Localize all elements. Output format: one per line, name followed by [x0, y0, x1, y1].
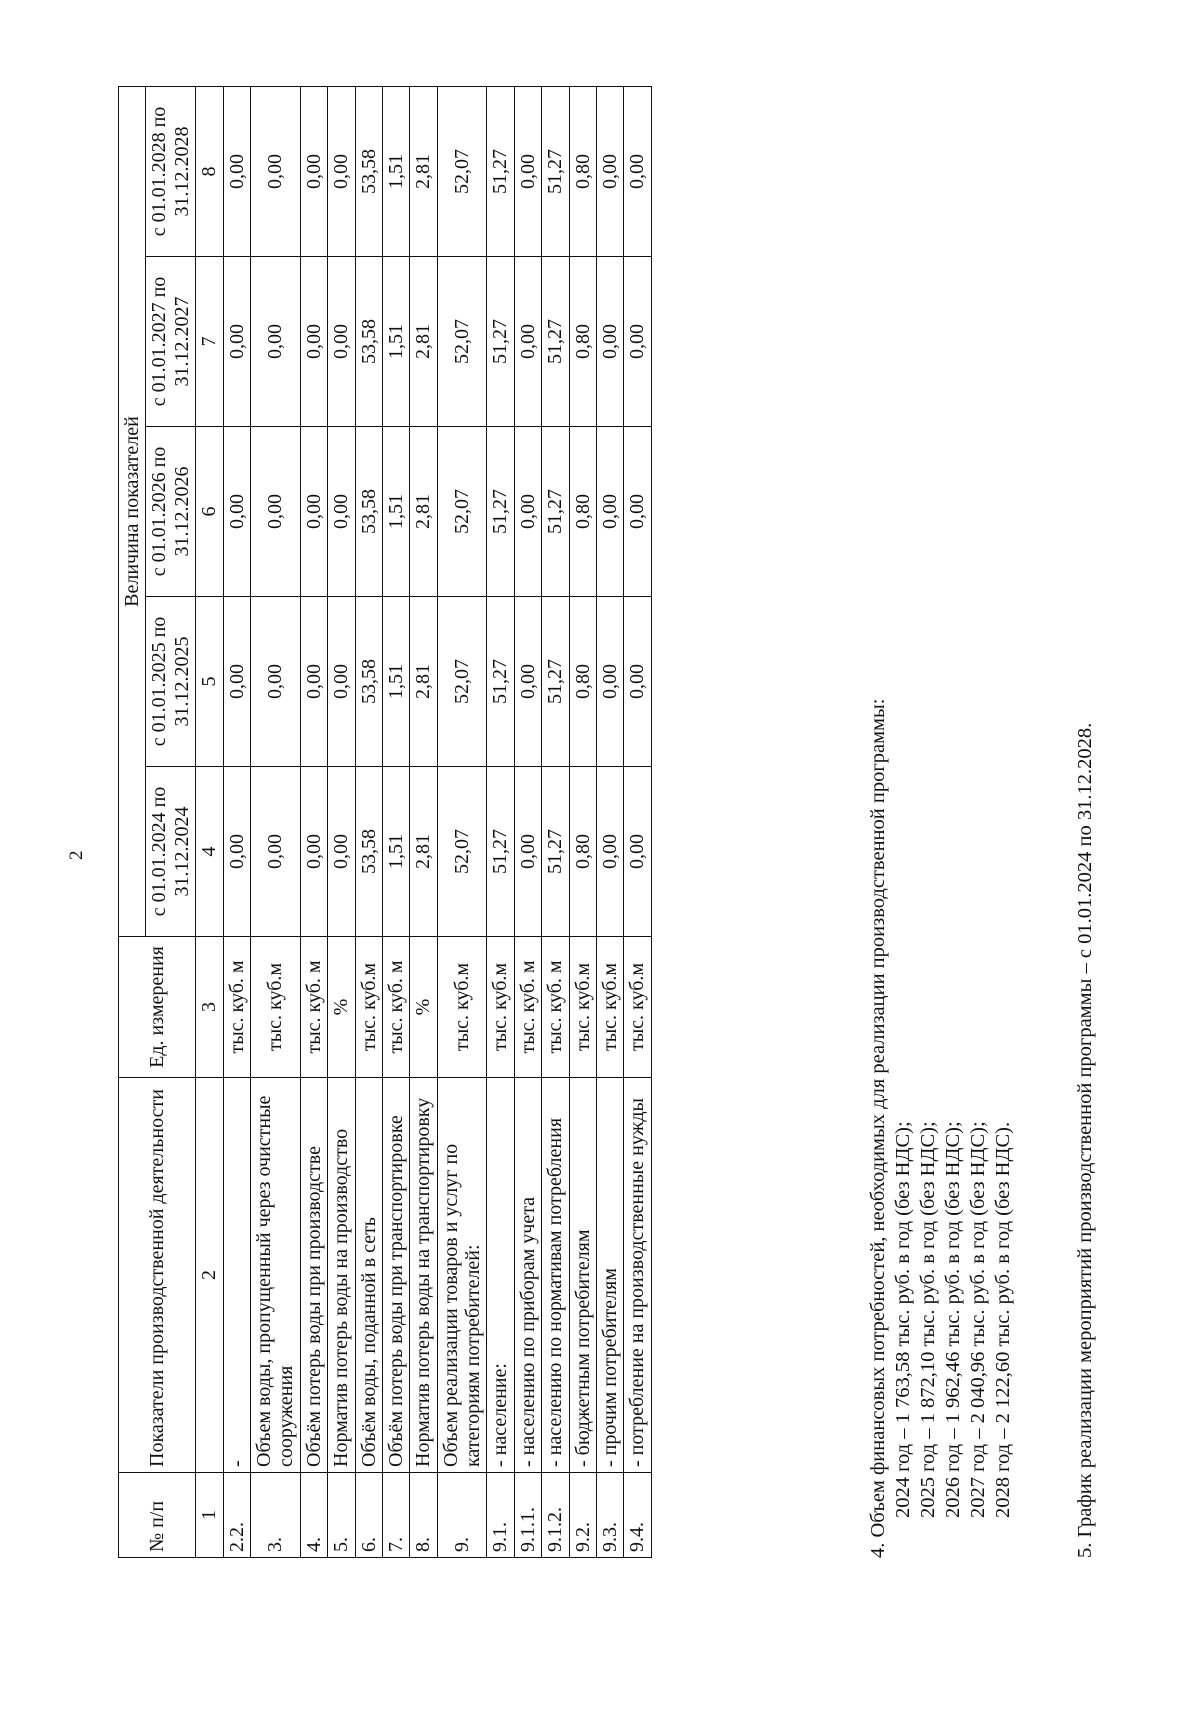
row-value: 0,80 — [569, 87, 596, 257]
row-indicator-name: Объем воды, пропущенный через очистные сооружения — [250, 1078, 300, 1473]
row-unit: тыс. куб. м — [382, 937, 409, 1078]
table-row — [382, 87, 409, 1558]
row-value: 0,00 — [250, 87, 300, 257]
row-value: 0,80 — [569, 257, 596, 427]
header-unit: Ед. измерения — [119, 937, 196, 1078]
row-value: 1,51 — [382, 597, 409, 767]
schedule-section: 5. График реализации мероприятий производственной программы – с 01.01.2024 по 31.12.2028. — [1074, 722, 1096, 1558]
row-value: 2,81 — [410, 87, 437, 257]
header-row-1 — [119, 87, 146, 1558]
row-number: 8. — [410, 1473, 437, 1558]
column-index: 2 — [196, 1078, 223, 1473]
row-value: 51,27 — [487, 257, 514, 427]
row-number: 5. — [328, 1473, 355, 1558]
column-index: 4 — [196, 767, 223, 937]
row-value: 0,00 — [223, 767, 250, 937]
row-value: 0,00 — [624, 427, 651, 597]
row-indicator-name: Объем реализации товаров и услуг по категориям потребителей: — [437, 1078, 487, 1473]
row-value: 0,00 — [597, 427, 624, 597]
row-value: 0,00 — [223, 257, 250, 427]
row-value: 0,00 — [514, 257, 541, 427]
row-unit: тыс. куб. м — [514, 937, 541, 1078]
header-num: № п/п — [119, 1473, 196, 1558]
row-value: 52,07 — [437, 87, 487, 257]
row-value: 51,27 — [542, 87, 569, 257]
page-number: 2 — [66, 850, 87, 860]
column-index-row — [196, 87, 223, 1558]
row-indicator-name: Объём потерь воды при производстве — [300, 1078, 327, 1473]
row-number: 4. — [300, 1473, 327, 1558]
row-value: 0,00 — [624, 767, 651, 937]
row-unit: тыс. куб.м — [569, 937, 596, 1078]
row-value: 52,07 — [437, 257, 487, 427]
row-unit: % — [328, 937, 355, 1078]
column-index: 7 — [196, 257, 223, 427]
row-unit: тыс. куб. м — [300, 937, 327, 1078]
table-row — [487, 87, 514, 1558]
table-row — [597, 87, 624, 1558]
row-value: 0,00 — [300, 87, 327, 257]
row-value: 51,27 — [542, 257, 569, 427]
row-value: 52,07 — [437, 767, 487, 937]
row-value: 53,58 — [355, 597, 382, 767]
row-value: 52,07 — [437, 597, 487, 767]
row-value: 53,58 — [355, 87, 382, 257]
table-row — [355, 87, 382, 1558]
row-indicator-name: - население: — [487, 1078, 514, 1473]
table-row — [223, 87, 250, 1558]
row-value: 0,80 — [569, 597, 596, 767]
header-name: Показатели производственной деятельности — [119, 1078, 196, 1473]
column-index: 1 — [196, 1473, 223, 1558]
table-row — [300, 87, 327, 1558]
row-value: 0,00 — [328, 427, 355, 597]
row-indicator-name: - населению по приборам учета — [514, 1078, 541, 1473]
row-value: 1,51 — [382, 87, 409, 257]
table-row — [542, 87, 569, 1558]
financial-needs-line: 2024 год – 1 763,58 тыс. руб. в год (без НДС); — [892, 1121, 914, 1518]
column-index: 3 — [196, 937, 223, 1078]
row-value: 0,00 — [300, 767, 327, 937]
row-indicator-name: Объём потерь воды при транспортировке — [382, 1078, 409, 1473]
indicators-table — [118, 86, 652, 1558]
row-value: 0,00 — [328, 597, 355, 767]
table-row — [250, 87, 300, 1558]
row-value: 0,00 — [300, 257, 327, 427]
table-row — [569, 87, 596, 1558]
row-value: 0,00 — [328, 87, 355, 257]
row-indicator-name: - населению по нормативам потребления — [542, 1078, 569, 1473]
table-body — [223, 87, 651, 1558]
financial-needs-line: 2028 год – 2 122,60 тыс. руб. в год (без НДС). — [992, 1121, 1014, 1518]
financial-needs-heading: 4. Объем финансовых потребностей, необходимых для реализации производственной программы: — [867, 698, 889, 1558]
row-value: 53,58 — [355, 427, 382, 597]
header-period: с 01.01.2025 по 31.12.2025 — [146, 597, 196, 767]
financial-needs-section — [866, 699, 1016, 1559]
table-row — [624, 87, 651, 1558]
row-value: 51,27 — [542, 597, 569, 767]
row-indicator-name: Объём воды, поданной в сеть — [355, 1078, 382, 1473]
header-values-group: Величина показателей — [119, 87, 146, 937]
header-period: с 01.01.2028 по 31.12.2028 — [146, 87, 196, 257]
row-value: 0,00 — [624, 87, 651, 257]
table-row — [410, 87, 437, 1558]
row-number: 6. — [355, 1473, 382, 1558]
row-number: 7. — [382, 1473, 409, 1558]
row-number: 3. — [250, 1473, 300, 1558]
row-value: 0,00 — [300, 427, 327, 597]
row-value: 51,27 — [487, 597, 514, 767]
row-indicator-name: - потребление на производственные нужды — [624, 1078, 651, 1473]
row-number: 9.4. — [624, 1473, 651, 1558]
row-value: 51,27 — [542, 767, 569, 937]
table-row — [328, 87, 355, 1558]
row-unit: тыс. куб.м — [437, 937, 487, 1078]
row-value: 0,00 — [624, 257, 651, 427]
row-number: 9.1. — [487, 1473, 514, 1558]
row-unit: тыс. куб. м — [542, 937, 569, 1078]
row-value: 53,58 — [355, 257, 382, 427]
row-value: 0,00 — [250, 257, 300, 427]
row-value: 0,00 — [223, 597, 250, 767]
header-period: с 01.01.2024 по 31.12.2024 — [146, 767, 196, 937]
row-number: 9.2. — [569, 1473, 596, 1558]
row-value: 0,00 — [597, 87, 624, 257]
row-value: 0,00 — [223, 87, 250, 257]
row-value: 0,00 — [597, 767, 624, 937]
row-value: 0,00 — [328, 767, 355, 937]
row-value: 0,00 — [300, 597, 327, 767]
row-indicator-name: - бюджетным потребителям — [569, 1078, 596, 1473]
row-unit: % — [410, 937, 437, 1078]
row-number: 9.1.2. — [542, 1473, 569, 1558]
row-unit: тыс. куб. м — [223, 937, 250, 1078]
row-unit: тыс. куб.м — [624, 937, 651, 1078]
row-value: 0,00 — [250, 767, 300, 937]
row-value: 0,00 — [514, 87, 541, 257]
row-unit: тыс. куб.м — [597, 937, 624, 1078]
row-value: 53,58 — [355, 767, 382, 937]
row-value: 1,51 — [382, 257, 409, 427]
row-value: 1,51 — [382, 767, 409, 937]
row-indicator-name: Норматив потерь воды на транспортировку — [410, 1078, 437, 1473]
row-number: 9.3. — [597, 1473, 624, 1558]
row-value: 0,00 — [250, 597, 300, 767]
row-value: 0,00 — [223, 427, 250, 597]
financial-needs-line: 2027 год – 2 040,96 тыс. руб. в год (без НДС); — [967, 1121, 989, 1518]
row-value: 51,27 — [487, 87, 514, 257]
row-number: 2.2. — [223, 1473, 250, 1558]
row-unit: тыс. куб.м — [250, 937, 300, 1078]
row-value: 51,27 — [487, 427, 514, 597]
header-period: с 01.01.2026 по 31.12.2026 — [146, 427, 196, 597]
column-index: 8 — [196, 87, 223, 257]
row-value: 0,00 — [597, 257, 624, 427]
row-indicator-name: - — [223, 1078, 250, 1473]
row-number: 9.1.1. — [514, 1473, 541, 1558]
row-number: 9. — [437, 1473, 487, 1558]
row-value: 0,00 — [328, 257, 355, 427]
table-row — [514, 87, 541, 1558]
header-period: с 01.01.2027 по 31.12.2027 — [146, 257, 196, 427]
row-value: 0,00 — [624, 597, 651, 767]
row-value: 0,00 — [514, 767, 541, 937]
row-unit: тыс. куб.м — [355, 937, 382, 1078]
row-value: 2,81 — [410, 427, 437, 597]
table-row — [437, 87, 487, 1558]
column-index: 6 — [196, 427, 223, 597]
column-index: 5 — [196, 597, 223, 767]
row-value: 51,27 — [542, 427, 569, 597]
row-value: 0,80 — [569, 767, 596, 937]
financial-needs-line: 2026 год – 1 962,46 тыс. руб. в год (без НДС); — [942, 1121, 964, 1518]
row-value: 0,80 — [569, 427, 596, 597]
row-unit: тыс. куб.м — [487, 937, 514, 1078]
row-indicator-name: Норматив потерь воды на производство — [328, 1078, 355, 1473]
row-value: 52,07 — [437, 427, 487, 597]
row-value: 0,00 — [514, 427, 541, 597]
financial-needs-line: 2025 год – 1 872,10 тыс. руб. в год (без НДС); — [917, 1121, 939, 1518]
row-value: 0,00 — [514, 597, 541, 767]
row-value: 2,81 — [410, 767, 437, 937]
row-value: 0,00 — [250, 427, 300, 597]
row-value: 0,00 — [597, 597, 624, 767]
row-value: 2,81 — [410, 597, 437, 767]
row-indicator-name: - прочим потребителям — [597, 1078, 624, 1473]
row-value: 51,27 — [487, 767, 514, 937]
row-value: 2,81 — [410, 257, 437, 427]
row-value: 1,51 — [382, 427, 409, 597]
